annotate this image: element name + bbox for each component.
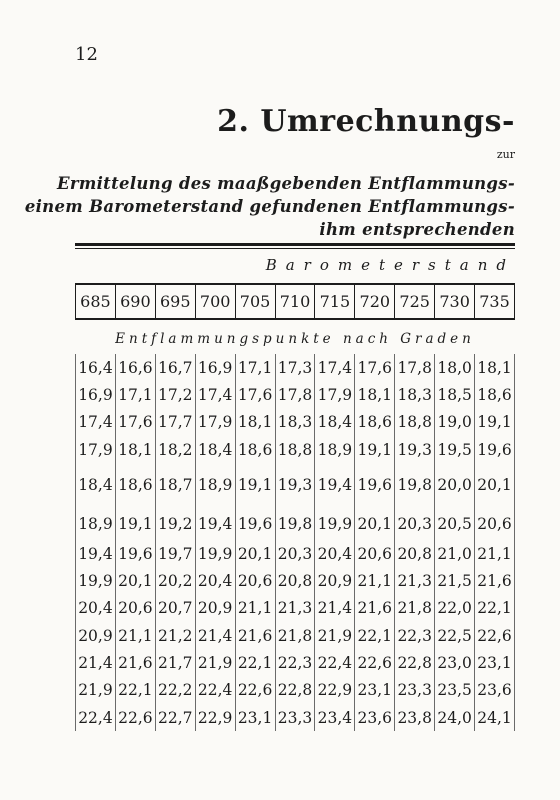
table-cell: 18,6 [355,409,395,436]
table-row [76,649,515,676]
table-cell: 20,9 [76,622,116,649]
table-row [76,381,515,408]
table-cell: 20,0 [435,463,475,507]
table-cell: 23,8 [395,704,435,731]
table-row [76,622,515,649]
table-cell: 18,6 [475,381,515,408]
table-cell: 21,1 [475,540,515,567]
table-cell: 22,1 [475,595,515,622]
barometer-value-cell: 705 [235,284,275,319]
barometer-value-cell: 725 [395,284,435,319]
table-cell: 18,1 [475,354,515,381]
table-cell: 20,6 [235,567,275,594]
table-cell: 18,1 [355,381,395,408]
table-cell: 17,3 [275,354,315,381]
table-cell: 21,1 [115,622,155,649]
table-cell: 18,3 [395,381,435,408]
table-cell: 23,1 [475,649,515,676]
table-cell: 22,6 [235,677,275,704]
table-cell: 21,6 [115,649,155,676]
table-cell: 19,4 [76,540,116,567]
table-cell: 21,7 [155,649,195,676]
table-cell: 22,6 [115,704,155,731]
table-cell: 22,0 [435,595,475,622]
table-cell: 17,4 [315,354,355,381]
table-cell: 20,8 [395,540,435,567]
table-cell: 21,6 [475,567,515,594]
table-cell: 23,6 [355,704,395,731]
table-cell: 18,1 [235,409,275,436]
flashpoint-subheading: Entflammungspunkte nach Graden [115,331,475,347]
table-cell: 22,9 [315,677,355,704]
table-cell: 20,8 [275,567,315,594]
table-cell: 17,1 [115,381,155,408]
table-cell: 20,4 [315,540,355,567]
table-cell: 17,6 [355,354,395,381]
table-cell: 18,9 [195,463,235,507]
thin-rule [75,248,515,249]
table-cell: 20,7 [155,595,195,622]
table-cell: 16,9 [195,354,235,381]
table-cell: 22,8 [275,677,315,704]
table-cell: 22,8 [395,649,435,676]
table-cell: 18,6 [115,463,155,507]
table-cell: 24,1 [475,704,515,731]
table-cell: 21,4 [195,622,235,649]
table-cell: 18,1 [115,436,155,463]
table-cell: 21,9 [195,649,235,676]
table-cell: 18,2 [155,436,195,463]
table-cell: 21,4 [76,649,116,676]
table-cell: 19,1 [235,463,275,507]
barometer-heading: Barometerstand [265,256,515,274]
table-cell: 21,3 [395,567,435,594]
table-cell: 17,9 [76,436,116,463]
table-cell: 22,4 [195,677,235,704]
table-cell: 20,1 [115,567,155,594]
table-cell: 19,9 [76,567,116,594]
table-cell: 20,9 [195,595,235,622]
barometer-value-cell: 700 [195,284,235,319]
table-cell: 17,8 [395,354,435,381]
table-cell: 19,0 [435,409,475,436]
table-cell: 22,1 [235,649,275,676]
table-cell: 21,8 [275,622,315,649]
table-cell: 20,6 [115,595,155,622]
table-cell: 24,0 [435,704,475,731]
table-cell: 23,3 [275,704,315,731]
table-cell: 19,7 [155,540,195,567]
table-cell: 20,6 [475,507,515,540]
table-row [76,595,515,622]
table-cell: 18,9 [315,436,355,463]
table-cell: 20,4 [76,595,116,622]
table-cell: 19,1 [355,436,395,463]
table-cell: 17,2 [155,381,195,408]
table-cell: 17,6 [115,409,155,436]
table-cell: 22,3 [275,649,315,676]
table-cell: 18,7 [155,463,195,507]
table-cell: 20,9 [315,567,355,594]
table-cell: 22,4 [315,649,355,676]
title-connector: zur [496,148,515,161]
table-cell: 22,5 [435,622,475,649]
table-row [76,436,515,463]
table-cell: 20,4 [195,567,235,594]
table-cell: 19,6 [235,507,275,540]
table-cell: 18,5 [435,381,475,408]
barometer-value-cell: 690 [115,284,155,319]
table-cell: 19,3 [395,436,435,463]
table-cell: 22,3 [395,622,435,649]
table-cell: 17,7 [155,409,195,436]
table-cell: 20,1 [475,463,515,507]
table-cell: 22,1 [355,622,395,649]
table-cell: 19,2 [155,507,195,540]
table-cell: 17,9 [195,409,235,436]
barometer-values-row [76,284,515,319]
table-cell: 18,6 [235,436,275,463]
table-row [76,704,515,731]
table-cell: 16,6 [115,354,155,381]
table-cell: 18,4 [195,436,235,463]
table-cell: 22,1 [115,677,155,704]
table-cell: 19,1 [475,409,515,436]
table-cell: 22,6 [475,622,515,649]
table-cell: 16,7 [155,354,195,381]
table-cell: 23,6 [475,677,515,704]
table-cell: 21,9 [315,622,355,649]
table-cell: 23,3 [395,677,435,704]
table-cell: 21,8 [395,595,435,622]
table-row [76,567,515,594]
table-cell: 20,6 [355,540,395,567]
table-cell: 16,9 [76,381,116,408]
table-cell: 17,1 [235,354,275,381]
barometer-value-cell: 710 [275,284,315,319]
table-cell: 17,4 [76,409,116,436]
subtitle-line-3: ihm entsprechenden [319,220,515,239]
table-cell: 19,1 [115,507,155,540]
table-cell: 20,3 [275,540,315,567]
table-cell: 20,3 [395,507,435,540]
table-cell: 19,6 [115,540,155,567]
table-cell: 22,2 [155,677,195,704]
table-cell: 22,7 [155,704,195,731]
table-cell: 22,6 [355,649,395,676]
table-cell: 18,0 [435,354,475,381]
barometer-value-cell: 715 [315,284,355,319]
table-cell: 19,4 [315,463,355,507]
subtitle-line-1: Ermittelung des maaßgebenden Entflammungs- [56,174,515,193]
table-cell: 20,2 [155,567,195,594]
table-cell: 20,1 [235,540,275,567]
table-cell: 19,6 [475,436,515,463]
table-cell: 16,4 [76,354,116,381]
table-cell: 19,9 [315,507,355,540]
table-row [76,463,515,507]
table-cell: 17,8 [275,381,315,408]
page-number: 12 [75,44,98,65]
table-row [76,507,515,540]
table-cell: 19,3 [275,463,315,507]
table-cell: 21,6 [355,595,395,622]
table-row [76,409,515,436]
table-cell: 21,1 [235,595,275,622]
table-cell: 21,1 [355,567,395,594]
table-cell: 17,9 [315,381,355,408]
table-cell: 20,1 [355,507,395,540]
table-cell: 17,4 [195,381,235,408]
table-cell: 23,0 [435,649,475,676]
table-cell: 21,2 [155,622,195,649]
barometer-value-cell: 730 [435,284,475,319]
table-cell: 19,5 [435,436,475,463]
table-cell: 18,8 [275,436,315,463]
table-cell: 21,3 [275,595,315,622]
subtitle-line-2: einem Barometerstand gefundenen Entflammungs- [24,197,515,216]
table-row [76,354,515,381]
table-cell: 21,4 [315,595,355,622]
barometer-header-table [75,283,515,320]
section-title: 2. Umrechnungs- [217,104,515,139]
table-cell: 23,5 [435,677,475,704]
table-cell: 17,6 [235,381,275,408]
table-cell: 21,6 [235,622,275,649]
table-cell: 20,5 [435,507,475,540]
table-cell: 19,8 [395,463,435,507]
table-cell: 21,9 [76,677,116,704]
table-cell: 22,9 [195,704,235,731]
table-row [76,677,515,704]
table-cell: 18,4 [315,409,355,436]
table-cell: 23,1 [355,677,395,704]
table-cell: 23,4 [315,704,355,731]
flashpoint-table [75,354,515,731]
barometer-value-cell: 695 [155,284,195,319]
heavy-rule [75,243,515,246]
table-cell: 18,9 [76,507,116,540]
table-cell: 23,1 [235,704,275,731]
table-row [76,540,515,567]
table-cell: 21,5 [435,567,475,594]
table-cell: 19,6 [355,463,395,507]
table-cell: 19,9 [195,540,235,567]
table-cell: 22,4 [76,704,116,731]
barometer-value-cell: 735 [475,284,515,319]
table-cell: 18,8 [395,409,435,436]
table-cell: 19,4 [195,507,235,540]
table-cell: 19,8 [275,507,315,540]
table-cell: 21,0 [435,540,475,567]
barometer-value-cell: 685 [76,284,116,319]
barometer-value-cell: 720 [355,284,395,319]
table-cell: 18,3 [275,409,315,436]
table-cell: 18,4 [76,463,116,507]
